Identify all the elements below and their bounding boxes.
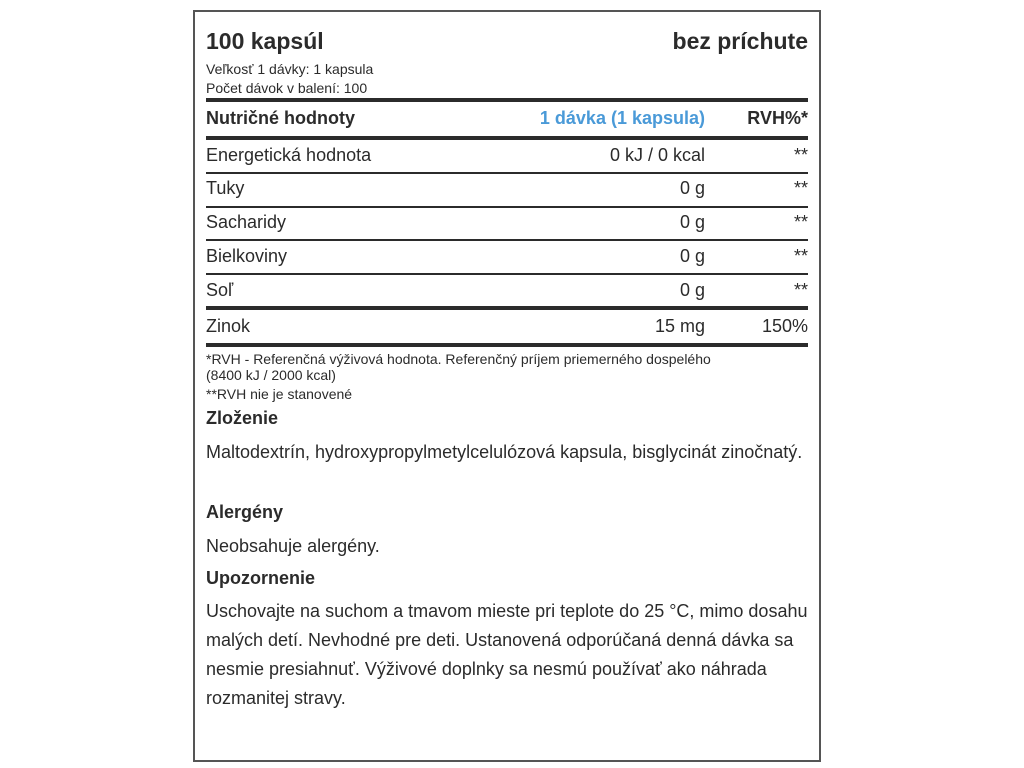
- warning-text: Uschovajte na suchom a tmavom mieste pri teplote do 25 °C, mimo dosahu malých detí. Nevhodné pre deti. Ustanovená odporúčaná denná dávka sa nesmie presiahnuť. Výživové doplnky sa nesmú používať ako náhrada rozmanitej stravy.: [206, 601, 808, 708]
- nutrient-rvh: **: [793, 178, 808, 198]
- table-row: [206, 178, 808, 208]
- serving-size: Veľkosť 1 dávky: 1 kapsula: [206, 61, 374, 77]
- product-quantity-title: 100 kapsúl: [206, 28, 324, 54]
- nutrient-rvh: **: [793, 145, 808, 165]
- table-header-row: [206, 108, 808, 138]
- allergens-text: Neobsahuje alergény.: [206, 536, 380, 556]
- servings-per-pack: Počet dávok v balení: 100: [206, 80, 368, 96]
- nutrient-amount: 0 g: [679, 212, 705, 232]
- footnote-rvh-definition: *RVH - Referenčná výživová hodnota. Referenčný príjem priemerného dospelého: [206, 351, 711, 367]
- nutrient-name: Soľ: [206, 280, 234, 300]
- divider-thin: [206, 273, 808, 275]
- nutrient-amount: 15 mg: [654, 316, 705, 336]
- table-row: [206, 316, 808, 346]
- nutrient-amount: 0 g: [679, 246, 705, 266]
- nutrient-name: Tuky: [206, 178, 245, 198]
- nutrition-label: [193, 10, 821, 762]
- nutrient-name: Sacharidy: [206, 212, 287, 232]
- divider-thin: [206, 239, 808, 241]
- nutrient-rvh: **: [793, 212, 808, 232]
- divider-thick: [206, 136, 808, 140]
- nutrient-rvh: **: [793, 246, 808, 266]
- nutrient-name: Energetická hodnota: [206, 145, 372, 165]
- label-header: [206, 28, 808, 58]
- divider-thick: [206, 306, 808, 310]
- composition-title: Zloženie: [206, 408, 279, 428]
- table-row: [206, 145, 808, 175]
- nutrient-amount: 0 kJ / 0 kcal: [609, 145, 705, 165]
- footnote-rvh-not-set: **RVH nie je stanovené: [206, 386, 353, 402]
- product-flavor: bez príchute: [672, 28, 808, 54]
- table-row: [206, 212, 808, 242]
- allergens-title: Alergény: [206, 502, 284, 522]
- column-header-rvh: RVH%*: [747, 108, 808, 128]
- divider-thick: [206, 343, 808, 347]
- warning-title: Upozornenie: [206, 568, 316, 588]
- footnote-rvh-reference: (8400 kJ / 2000 kcal): [206, 367, 336, 383]
- nutrient-rvh: **: [793, 280, 808, 300]
- nutrient-amount: 0 g: [679, 280, 705, 300]
- nutrient-amount: 0 g: [679, 178, 705, 198]
- composition-text: Maltodextrín, hydroxypropylmetylcelulózová kapsula, bisglycinát zinočnatý.: [206, 442, 803, 462]
- table-row: [206, 246, 808, 276]
- nutrient-rvh: 150%: [761, 316, 808, 336]
- divider-thick: [206, 98, 808, 102]
- divider-thin: [206, 206, 808, 208]
- column-header-nutrients: Nutričné hodnoty: [206, 108, 355, 128]
- nutrient-name: Zinok: [206, 316, 251, 336]
- nutrient-name: Bielkoviny: [206, 246, 288, 266]
- divider-thin: [206, 172, 808, 174]
- column-header-dose: 1 dávka (1 kapsula): [539, 108, 705, 128]
